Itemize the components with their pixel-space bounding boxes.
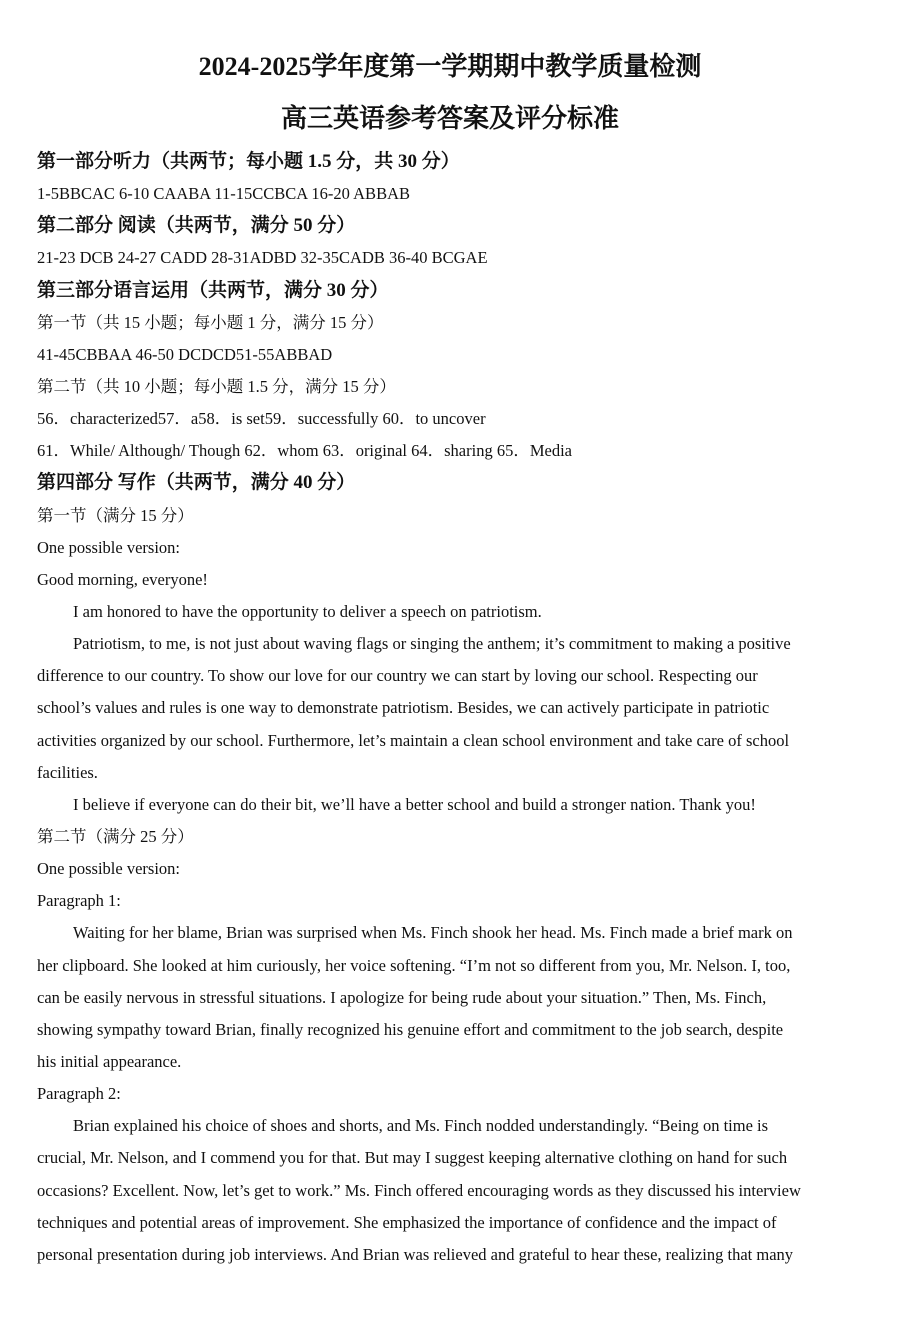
text-line: her clipboard. She looked at him curiously, her voice softening. “I’m not so different from you, Mr. Nelson. I, too, [37,955,791,975]
text-line: can be easily nervous in stressful situations. I apologize for being rude about your situation.” Then, Ms. Finch, [37,987,767,1007]
text-line: Paragraph 1: [37,891,121,911]
text-line: I believe if everyone can do their bit, we’ll have a better school and build a stronger nation. Thank you! [73,794,756,814]
text-line: 第二节（共 10 小题；每小题 1.5 分，满分 15 分） [37,376,396,396]
text-line: activities organized by our school. Furthermore, let’s maintain a clean school environment and take care of school [37,730,790,750]
section-heading: 第三部分语言运用（共两节，满分 30 分） [37,279,389,301]
document-title: 2024-2025学年度第一学期期中教学质量检测 [198,52,702,81]
document-subtitle: 高三英语参考答案及评分标准 [280,104,619,133]
text-line: Good morning, everyone! [37,569,208,589]
answer-content [37,146,877,1271]
text-line: 第二节（满分 25 分） [37,826,194,846]
text-line: Patriotism, to me, is not just about waving flags or singing the anthem; it’s commitment to making a positive [73,634,791,654]
text-line: Waiting for her blame, Brian was surprised when Ms. Finch shook her head. Ms. Finch made a brief mark on [73,923,793,943]
text-line: school’s values and rules is one way to demonstrate patriotism. Besides, we can actively participate in patriotic [37,698,770,718]
text-line: 56．characterized57．a58．is set59．successfully 60．to uncover [37,409,486,429]
text-line: Brian explained his choice of shoes and shorts, and Ms. Finch nodded understandingly. “Being on time is [73,1116,769,1136]
text-line: his initial appearance. [37,1051,182,1071]
text-line: One possible version: [37,859,180,879]
text-line: 第一节（满分 15 分） [37,505,194,525]
section-heading: 第四部分 写作（共两节，满分 40 分） [37,472,356,494]
text-line: 第一节（共 15 小题；每小题 1 分，满分 15 分） [37,312,384,332]
text-line: techniques and potential areas of improvement. She emphasized the importance of confidence and the impact of [37,1212,777,1232]
text-line: 41-45CBBAA 46-50 DCDCD51-55ABBAD [37,344,333,364]
text-line: I am honored to have the opportunity to deliver a speech on patriotism. [73,601,542,621]
text-line: occasions? Excellent. Now, let’s get to work.” Ms. Finch offered encouraging words as they discussed his interview [37,1180,801,1200]
text-line: 1-5BBCAC 6-10 CAABA 11-15CCBCA 16-20 ABBAB [37,184,410,204]
text-line: crucial, Mr. Nelson, and I commend you for that. But may I suggest keeping alternative clothing on hand for such [37,1148,788,1168]
section-heading: 第二部分 阅读（共两节，满分 50 分） [37,215,356,237]
section-heading: 第一部分听力（共两节；每小题 1.5 分，共 30 分） [37,151,460,172]
text-line: Paragraph 2: [37,1084,121,1104]
text-line: facilities. [37,762,98,782]
text-line: difference to our country. To show our love for our country we can start by loving our school. Respecting our [37,666,758,686]
text-line: personal presentation during job interviews. And Brian was relieved and grateful to hear these, realizing that many [37,1244,794,1264]
text-line: One possible version: [37,537,180,557]
text-line: 21-23 DCB 24-27 CADD 28-31ADBD 32-35CADB 36-40 BCGAE [37,248,488,268]
text-line: 61．While/ Although/ Though 62．whom 63．original 64．sharing 65．Media [37,441,572,461]
text-line: showing sympathy toward Brian, finally recognized his genuine effort and commitment to the job search, despite [37,1019,784,1039]
